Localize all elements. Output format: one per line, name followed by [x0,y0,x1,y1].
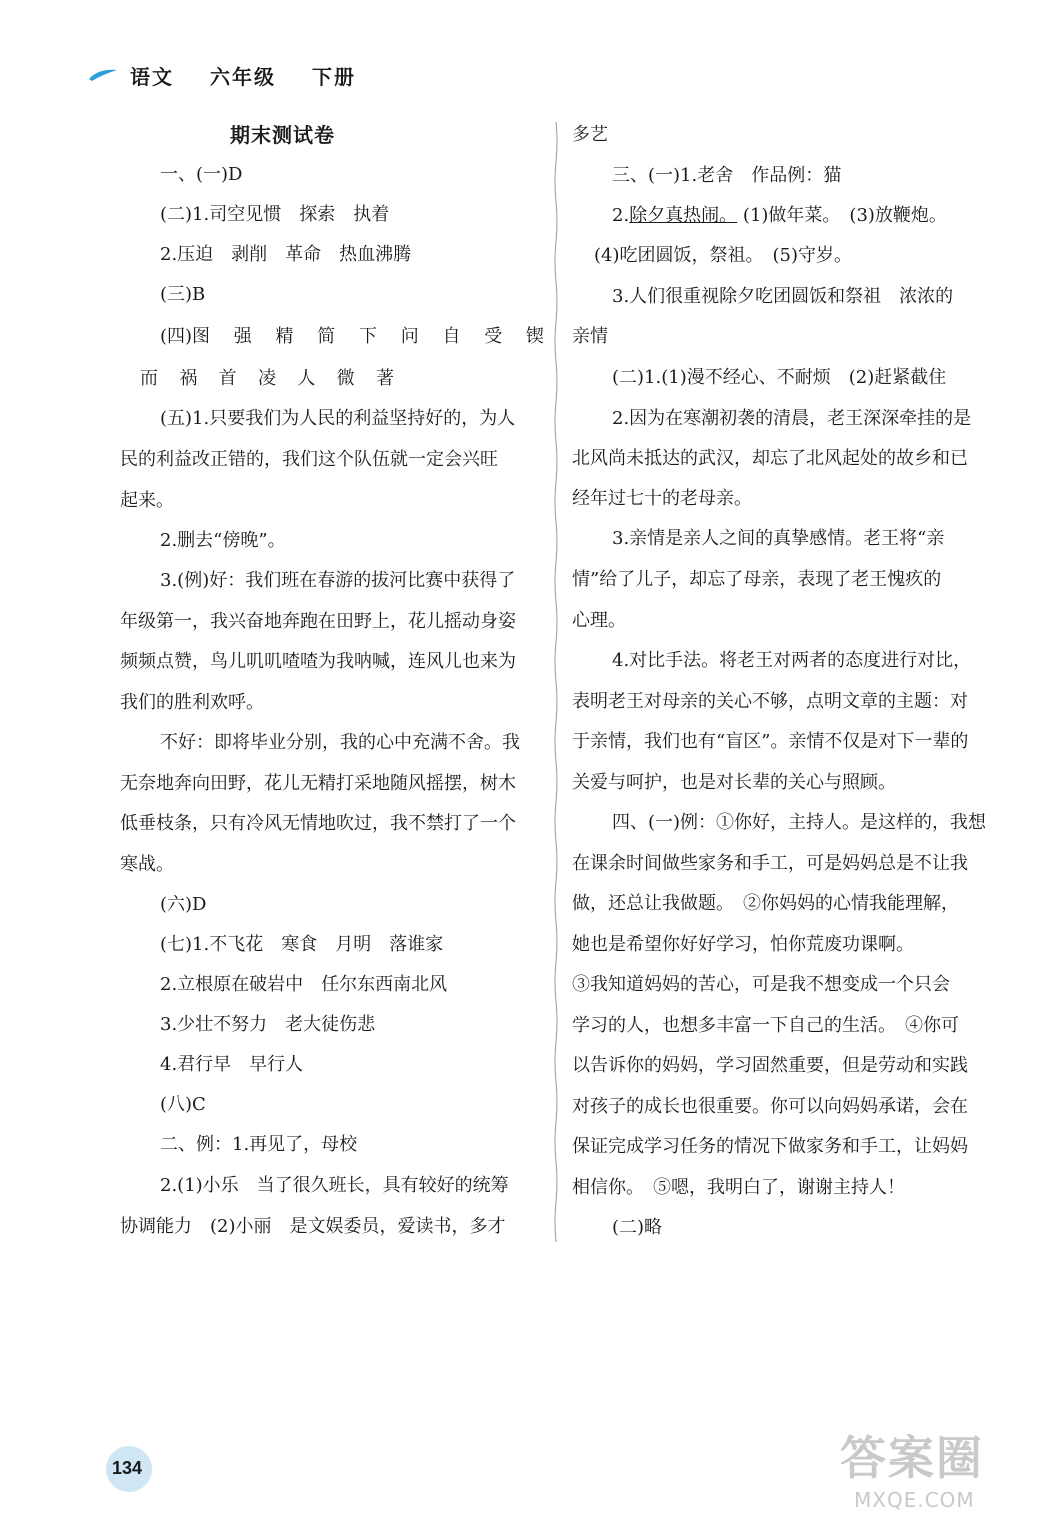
answer-line: 2.除夕真热闹。 (1)做年菜。 (3)放鞭炮。 [612,205,947,226]
answer-line: 协调能力 (2)小丽 是文娱委员，爱读书，多才 [120,1216,506,1237]
answer-line: 情”给了儿子，却忘了母亲，表现了老王愧疚的 [572,569,942,590]
answer-line: (四)图 强 精 简 下 问 自 受 锲 [160,326,544,347]
swoosh-icon [88,67,118,83]
answer-line: 经年过七十的老母亲。 [572,488,752,509]
answer-line: 4.对比手法。将老王对两者的态度进行对比， [612,650,972,671]
answer-line: 学习的人，也想多丰富一下自己的生活。 ④你可 [572,1015,959,1036]
answer-line: (二)略 [612,1217,663,1238]
subject-label: 语文 [130,64,174,89]
answer-line: 民的利益改正错的，我们这个队伍就一定会兴旺 [120,449,498,470]
answer-line: 3.少壮不努力 老大徒伤悲 [160,1014,376,1035]
answer-line: (4)吃团圆饭，祭祖。 (5)守岁。 [594,245,852,266]
answer-line: (五)1.只要我们为人民的利益坚持好的，为人 [160,408,516,429]
answer-line: 低垂枝条，只有冷风无情地吹过，我不禁打了一个 [120,813,516,834]
answer-line: 于亲情，我们也有“盲区”。亲情不仅是对下一辈的 [572,731,969,752]
answer-line: (三)B [160,284,206,305]
answer-line: 关爱与呵护，也是对长辈的关心与照顾。 [572,772,896,793]
answer-line: 2.因为在寒潮初袭的清晨，老王深深牵挂的是 [612,408,972,429]
answer-line: 北风尚未抵达的武汉，却忘了北风起处的故乡和已 [572,448,968,469]
answer-line: 4.君行早 早行人 [160,1054,304,1075]
answer-line: 2.(1)小乐 当了很久班长，具有较好的统筹 [160,1175,509,1196]
answer-line: 她也是希望你好好学习，怕你荒废功课啊。 [572,934,914,955]
volume-label: 下册 [312,64,356,89]
watermark-logo [832,1416,1020,1520]
answer-line: 心理。 [572,610,626,631]
answer-line: 起来。 [120,490,174,511]
answer-line: (八)C [160,1094,206,1115]
answer-line: 保证完成学习任务的情况下做家务和手工，让妈妈 [572,1136,968,1157]
answer-line: 2.压迫 剥削 革命 热血沸腾 [160,244,412,265]
answer-line: 3.(例)好：我们班在春游的拔河比赛中获得了 [160,570,516,591]
answer-line: 以告诉你的妈妈，学习固然重要，但是劳动和实践 [572,1055,968,1076]
page-number: 134 [112,1458,142,1479]
answer-line: 寒战。 [120,854,174,875]
answer-line: 表明老王对母亲的关心不够，点明文章的主题：对 [572,691,968,712]
page-title: 期末测试卷 [230,123,335,147]
answer-line: 亲情 [572,326,608,347]
answer-line: 三、(一)1.老舍 作品例：猫 [612,165,842,186]
answer-line: (六)D [160,894,207,915]
answer-line: (二)1.司空见惯 探索 执着 [160,204,390,225]
answer-line: 而 祸 首 凌 人 微 著 [140,368,394,389]
page-header [88,60,392,90]
answer-line: 在课余时间做些家务和手工，可是妈妈总是不让我 [572,853,968,874]
watermark-title: 答案圈 [840,1431,984,1485]
answer-line: (七)1.不飞花 寒食 月明 落谁家 [160,934,444,955]
answer-line: 频频点赞，鸟儿叽叽喳喳为我呐喊，连风儿也来为 [120,651,516,672]
answer-line: 我们的胜利欢呼。 [120,692,264,713]
answer-line: 2.立根原在破岩中 任尔东西南北风 [160,974,448,995]
answer-line: 对孩子的成长也很重要。你可以向妈妈承诺，会在 [572,1096,968,1117]
watermark-url: MXQE.COM [854,1488,975,1512]
answer-line: 年级第一，我兴奋地奔跑在田野上，花儿摇动身姿 [120,611,516,632]
grade-label: 六年级 [210,64,276,89]
answer-line: (二)1.(1)漫不经心、不耐烦 (2)赶紧截住 [612,367,947,388]
answer-line: 二、例：1.再见了，母校 [160,1134,358,1155]
answer-line: 相信你。 ⑤嗯，我明白了，谢谢主持人！ [572,1177,905,1198]
answer-line: 2.删去“傍晚”。 [160,530,286,551]
column-divider [553,122,559,1242]
answer-line: 无奈地奔向田野，花儿无精打采地随风摇摆，树木 [120,773,516,794]
answer-line: 一、(一)D [160,164,243,185]
underlined-title: 除夕真热闹。 [629,205,738,226]
answer-line: 做，还总让我做题。 ②你妈妈的心情我能理解， [572,893,959,914]
answer-line: 不好：即将毕业分别，我的心中充满不舍。我 [160,732,520,753]
answer-line: 四、(一)例：①你好，主持人。是这样的，我想 [612,812,987,833]
answer-line: 3.人们很重视除夕吃团圆饭和祭祖 浓浓的 [612,286,954,307]
answer-line: 3.亲情是亲人之间的真挚感情。老王将“亲 [612,528,945,549]
answer-line: 多艺 [572,124,608,145]
answer-line: ③我知道妈妈的苦心，可是我不想变成一个只会 [572,974,950,995]
